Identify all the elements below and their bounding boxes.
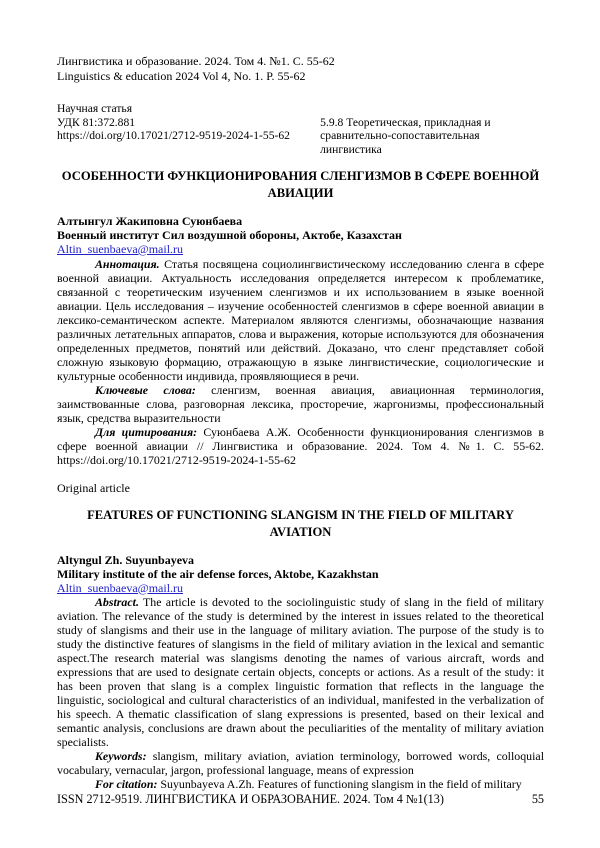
footer-issn: ISSN 2712-9519. ЛИНГВИСТИКА И ОБРАЗОВАНИЕ. 2024. Том 4 №1(13) (57, 792, 444, 806)
article-type-label: Научная статья (57, 102, 133, 115)
journal-header-ru: Лингвистика и образование. 2024. Том 4. №1. С. 55-62 (57, 54, 335, 68)
citation-text-ru: Суюнбаева А.Ж. Особенности функционирования сленгизмов в сфере военной авиации // Лингвистика и образование. 2024. Том 4. №1. С. 55-62. https://doi.org/10.17021/2712-9519-2024-1-55-62 (57, 424, 544, 467)
journal-header (57, 54, 544, 84)
page-content (57, 54, 544, 791)
keywords-label-ru: Ключевые слова: (95, 382, 196, 397)
article-title-ru: ОСОБЕННОСТИ ФУНКЦИОНИРОВАНИЯ СЛЕНГИЗМОВ В СФЕРЕ ВОЕННОЙ АВИАЦИИ (61, 169, 540, 200)
email-link-ru[interactable]: Altin_suenbaeva@mail.ru (57, 241, 184, 256)
article-title-en: FEATURES OF FUNCTIONING SLANGISM IN THE FIELD OF MILITARY AVIATION (87, 507, 514, 539)
journal-header-en: Linguistics & education 2024 Vol 4, No. 1. P. 55-62 (57, 69, 306, 83)
abstract-en (57, 595, 544, 749)
udc-number: УДК 81:372.881 (57, 115, 136, 129)
abstract-label-en: Abstract. (95, 595, 139, 610)
author-name-en: Altyngul Zh. Suyunbayeva (57, 552, 195, 567)
footer-page-number: 55 (531, 792, 544, 806)
citation-label-ru: Для цитирования: (95, 424, 198, 439)
abstract-text-ru: Статья посвящена социолингвистическому исследованию сленга в сфере военной авиации. Актуальность исследования определяется интересом к проблематике, связанной с теоретическим изучением сленгизмов и их использованием в языке военной авиации. Цель исследования – изучение особенностей сленгизмов в сфере военной авиации в лексико-семантическом аспекте. Материалом являются сленгизмы, обозначающие названия различных летательных аппаратов, слова и выражения, которые используются для обозначения определенных предметов, понятий или действий. Доказано, что сленг представляет собой сложную языковую формацию, отражающую в языке лингвистические, социологические и культурные особенности индивида, проявляющиеся в речи. (57, 256, 544, 383)
keywords-ru (57, 383, 544, 425)
citation-label-en: For citation: (95, 777, 158, 792)
author-block-ru (57, 215, 544, 257)
article-meta (57, 102, 544, 156)
affiliation-ru: Военный институт Сил воздушной обороны, Актобе, Казахстан (57, 227, 402, 242)
email-line-en (57, 582, 544, 596)
citation-en (57, 777, 544, 791)
citation-text-en: Suyunbayeva A.Zh. Features of functioning slangism in the field of military (157, 777, 522, 792)
article-meta-right (320, 116, 544, 157)
author-name-ru: Алтынгул Жакиповна Суюнбаева (57, 214, 243, 228)
abstract-text-en: The article is devoted to the sociolinguistic study of slang in the field of military aviation. The relevance of the study is determined by the interest in issues related to the theoretical study of slangisms and their use in the language of military aviation. The purpose of the study is to study the distinctive features of slangisms in the field of military aviation in the lexical and semantic aspect.The research material was slangisms denoting the names of various aircraft, words and expressions that are used to designate certain objects, concepts or actions. As a result of the study: it has been proven that slang is a complex linguistic formation that reflects in the language the linguistic, sociological and cultural characteristics of an individual, manifested in the verbalization of his speech. A thematic classification of slang expressions is presented, based on their lexical and semantic analysis, conclusions are drawn about the peculiarities of the mentality of military aviation specialists. (57, 595, 544, 750)
keywords-text-ru: сленгизм, военная авиация, авиационная терминология, заимствованные слова, разговорная лексика, просторечие, жаргонизмы, профессиональный язык, средства выразительности (57, 382, 545, 425)
affiliation-en: Military institute of the air defense forces, Aktobe, Kazakhstan (57, 566, 379, 581)
author-block-en (57, 554, 544, 596)
email-line-ru (57, 243, 544, 257)
keywords-en (57, 749, 544, 777)
citation-ru (57, 425, 544, 467)
keywords-text-en: slangism, military aviation, aviation terminology, borrowed words, colloquial vocabulary, vernacular, jargon, professional language, means of expression (57, 749, 544, 778)
email-link-en[interactable]: Altin_suenbaeva@mail.ru (57, 580, 184, 595)
abstract-label-ru: Аннотация. (95, 256, 160, 271)
article-meta-left (57, 102, 320, 156)
doi-url: https://doi.org/10.17021/2712-9519-2024-1-55-62 (57, 129, 290, 142)
keywords-label-en: Keywords: (95, 749, 147, 764)
original-article-label: Original article (57, 480, 130, 495)
specialty-line-2: сравнительно-сопоставительная лингвистика (320, 129, 480, 156)
page-footer (57, 792, 544, 807)
specialty-line-1: 5.9.8 Теоретическая, прикладная и (320, 115, 491, 129)
abstract-ru (57, 257, 544, 383)
